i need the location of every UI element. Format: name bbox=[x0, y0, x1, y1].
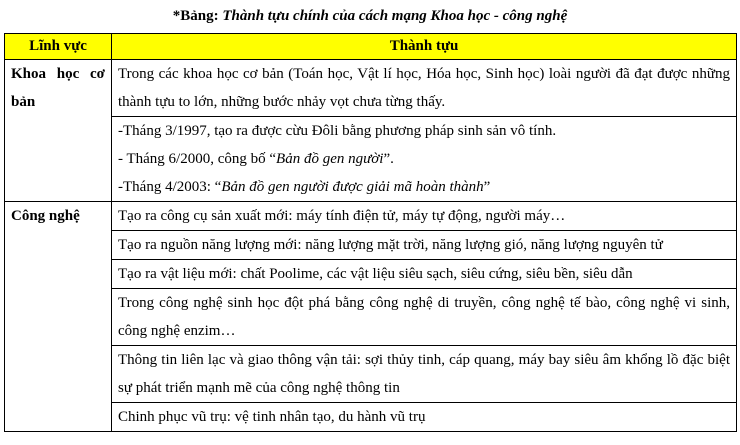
table-row bbox=[5, 289, 737, 346]
table-row bbox=[5, 260, 737, 289]
milestone-2003-title: Bản đồ gen người được giải mã hoàn thành bbox=[221, 179, 484, 195]
table-row bbox=[5, 60, 737, 117]
table-row bbox=[5, 403, 737, 432]
caption-title: Thành tựu chính của cách mạng Khoa học - công nghệ bbox=[222, 8, 568, 24]
header-row bbox=[5, 34, 737, 60]
tech-row-energy: Tạo ra nguồn năng lượng mới: năng lượng mặt trời, năng lượng gió, năng lượng nguyên tử bbox=[112, 231, 737, 260]
milestone-2003 bbox=[118, 173, 730, 201]
milestone-2000 bbox=[118, 145, 730, 173]
milestone-2003-suffix: ” bbox=[483, 179, 491, 195]
tech-row-biotech: Trong công nghệ sinh học đột phá bằng công nghệ di truyền, công nghệ tế bào, công nghệ vi sinh, công nghệ enzim… bbox=[112, 289, 737, 346]
milestone-2000-title: Bản đồ gen người bbox=[276, 151, 384, 167]
science-overview: Trong các khoa học cơ bản (Toán học, Vật lí học, Hóa học, Sinh học) loài người đã đạt được những thành tựu to lớn, những bước nhảy vọt chưa từng thấy. bbox=[112, 60, 737, 117]
tech-row-tools: Tạo ra công cụ sản xuất mới: máy tính điện tử, máy tự động, người máy… bbox=[112, 202, 737, 231]
achievements-table bbox=[4, 33, 737, 432]
caption-prefix: *Bảng: bbox=[172, 8, 223, 24]
science-milestones bbox=[112, 117, 737, 202]
header-achievement: Thành tựu bbox=[112, 34, 737, 60]
tech-row-communication: Thông tin liên lạc và giao thông vận tải: sợi thủy tinh, cáp quang, máy bay siêu âm khổng lồ đặc biệt sự phát triển mạnh mẽ của công nghệ thông tin bbox=[112, 346, 737, 403]
field-science: Khoa học cơ bản bbox=[5, 60, 112, 202]
tech-row-materials: Tạo ra vật liệu mới: chất Poolime, các vật liệu siêu sạch, siêu cứng, siêu bền, siêu dẫn bbox=[112, 260, 737, 289]
tech-row-space: Chinh phục vũ trụ: vệ tinh nhân tạo, du hành vũ trụ bbox=[112, 403, 737, 432]
field-technology: Công nghệ bbox=[5, 202, 112, 432]
table-row bbox=[5, 231, 737, 260]
table-caption bbox=[0, 0, 740, 32]
table-row bbox=[5, 346, 737, 403]
milestone-2000-suffix: ”. bbox=[383, 151, 394, 167]
table-row bbox=[5, 202, 737, 231]
milestone-1997: -Tháng 3/1997, tạo ra được cừu Đôli bằng phương pháp sinh sản vô tính. bbox=[118, 123, 557, 139]
header-field: Lĩnh vực bbox=[5, 34, 112, 60]
milestone-2000-prefix: - Tháng 6/2000, công bố “ bbox=[118, 151, 277, 167]
table-row bbox=[5, 117, 737, 202]
milestone-2003-prefix: -Tháng 4/2003: “ bbox=[118, 179, 222, 195]
